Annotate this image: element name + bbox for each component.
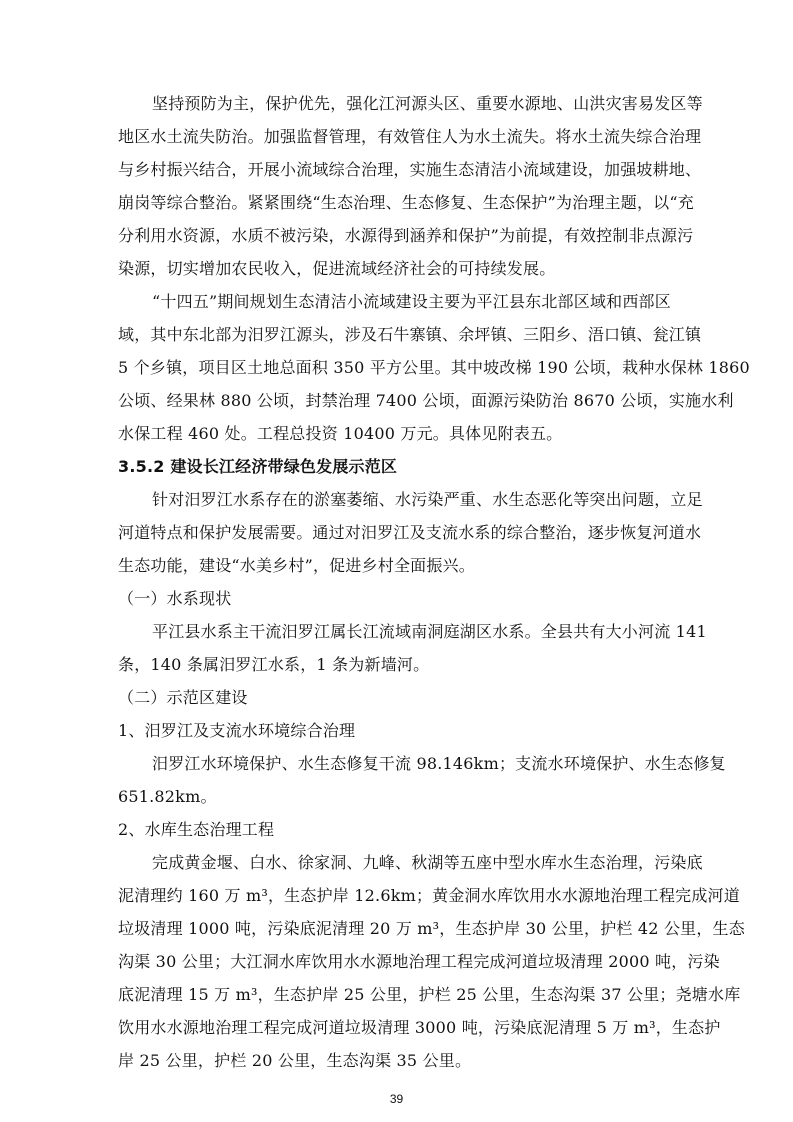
paragraph-1-line-1: 坚持预防为主，保护优先，强化江河源头区、重要水源地、山洪灾害易发区等 (152, 94, 703, 113)
item-1-title: 1、汨罗江及支流水环境综合治理 (118, 721, 356, 740)
item-2-title: 2、水库生态治理工程 (118, 820, 275, 839)
paragraph-6-line-2: 泥清理约 160 万 m³，生态护岸 12.6km；黄金洞水库饮用水水源地治理工程完成河道 (118, 886, 740, 905)
paragraph-2-line-2: 域，其中东北部为汨罗江源头，涉及石牛寨镇、余坪镇、三阳乡、浯口镇、瓮江镇 (118, 325, 702, 344)
subheading-water-system-status: （一）水系现状 (118, 589, 232, 608)
paragraph-1-line-2: 地区水土流失防治。加强监督管理，有效管住人为水土流失。将水土流失综合治理 (118, 127, 702, 146)
paragraph-3-line-3: 生态功能，建设“水美乡村”，促进乡村全面振兴。 (118, 556, 475, 575)
paragraph-3-line-1: 针对汨罗江水系存在的淤塞萎缩、水污染严重、水生态恶化等突出问题，立足 (152, 490, 703, 509)
paragraph-2-line-5: 水保工程 460 处。工程总投资 10400 万元。具体见附表五。 (118, 424, 563, 443)
paragraph-1-line-6: 染源，切实增加农民收入，促进流域经济社会的可持续发展。 (118, 259, 556, 278)
paragraph-4-line-1: 平江县水系主干流汨罗江属长江流域南洞庭湖区水系。全县共有大小河流 141 (152, 622, 707, 641)
subheading-demo-zone-construction: （二）示范区建设 (118, 688, 248, 707)
paragraph-2-line-4: 公顷、经果林 880 公顷，封禁治理 7400 公顷，面源污染防治 8670 公顷，实施水利 (118, 391, 734, 410)
paragraph-5-line-1: 汨罗江水环境保护、水生态修复干流 98.146km；支流水环境保护、水生态修复 (152, 754, 726, 773)
paragraph-6-line-3: 垃圾清理 1000 吨，污染底泥清理 20 万 m³，生态护岸 30 公里，护栏 42 公里，生态 (118, 919, 745, 938)
paragraph-6-line-1: 完成黄金堰、白水、徐家洞、九峰、秋湖等五座中型水库水生态治理，污染底 (152, 853, 703, 872)
paragraph-1-line-4: 崩岗等综合整治。紧紧围绕“生态治理、生态修复、生态保护”为治理主题，以“充 (118, 193, 694, 212)
paragraph-5-line-2: 651.82km。 (118, 787, 217, 806)
paragraph-6-line-7: 岸 25 公里，护栏 20 公里，生态沟渠 35 公里。 (118, 1051, 472, 1070)
paragraph-6-line-4: 沟渠 30 公里；大江洞水库饮用水水源地治理工程完成河道垃圾清理 2000 吨，污染 (118, 952, 720, 971)
paragraph-3-line-2: 河道特点和保护发展需要。通过对汨罗江及支流水系的综合整治，逐步恢复河道水 (118, 523, 702, 542)
paragraph-2-line-3: 5 个乡镇，项目区土地总面积 350 平方公里。其中坡改梯 190 公顷，栽种水保林 1860 (118, 358, 750, 377)
paragraph-6-line-6: 饮用水水源地治理工程完成河道垃圾清理 3000 吨，污染底泥清理 5 万 m³，生态护 (118, 1018, 721, 1037)
paragraph-4-line-2: 条，140 条属汨罗江水系，1 条为新墙河。 (118, 655, 430, 674)
page-number: 39 (389, 1092, 404, 1106)
paragraph-1-line-3: 与乡村振兴结合，开展小流域综合治理，实施生态清洁小流域建设，加强坡耕地、 (118, 160, 702, 179)
paragraph-2-line-1: “十四五”期间规划生态清洁小流域建设主要为平江县东北部区域和西部区 (152, 292, 671, 311)
paragraph-6-line-5: 底泥清理 15 万 m³，生态护岸 25 公里，护栏 25 公里，生态沟渠 37 公里；尧塘水库 (118, 985, 741, 1004)
section-heading: 3.5.2 建设长江经济带绿色发展示范区 (118, 457, 398, 476)
paragraph-1-line-5: 分利用水资源，水质不被污染，水源得到涵养和保护”为前提，有效控制非点源污 (118, 226, 694, 245)
